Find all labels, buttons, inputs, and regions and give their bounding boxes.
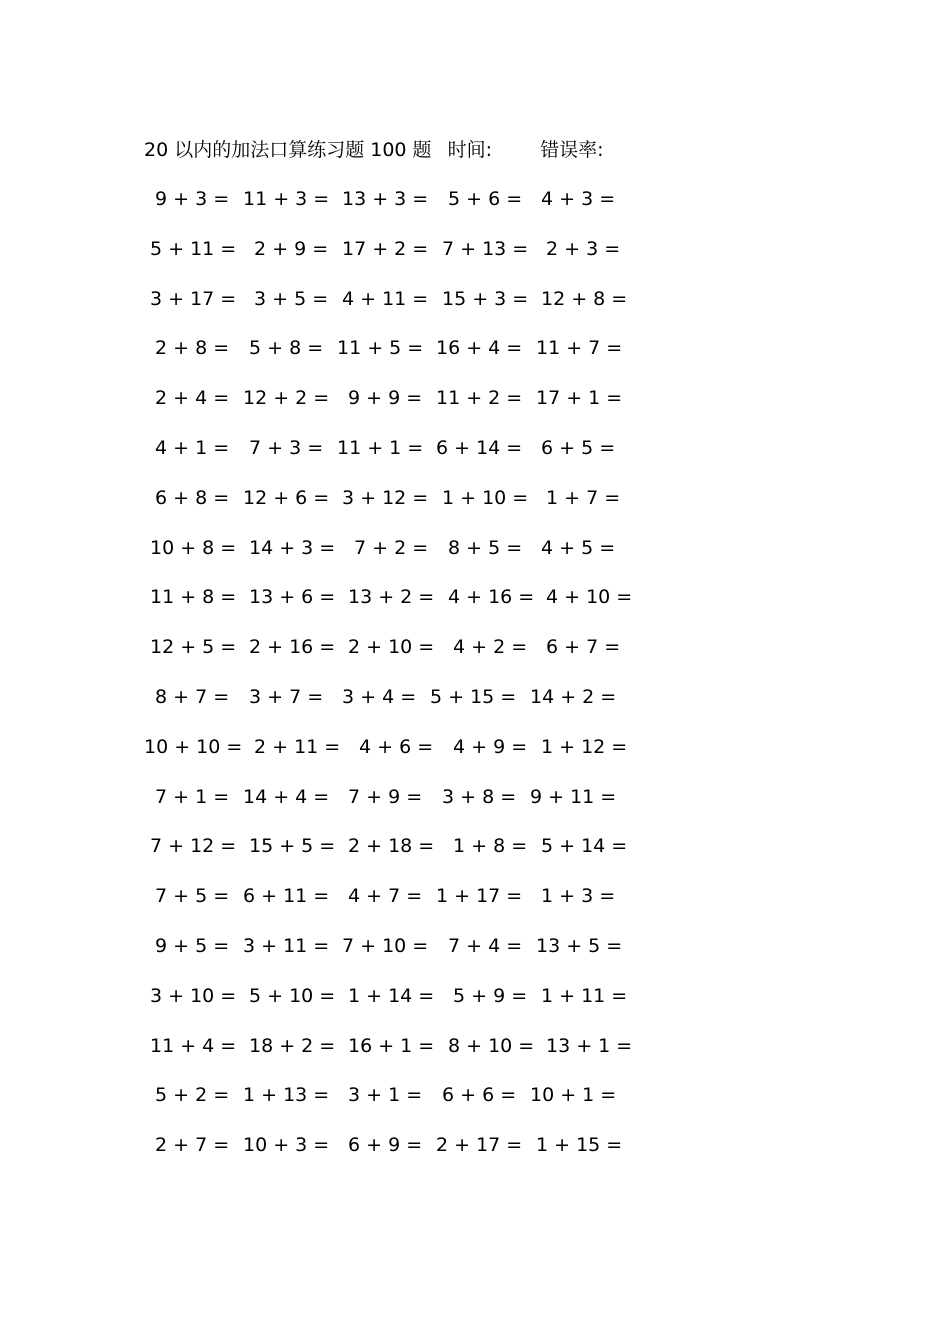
problem-item: 14 + 3 = [249,537,336,559]
problem-item: 13 + 5 = [536,935,623,957]
problem-item: 2 + 18 = [348,835,435,857]
problem-item: 7 + 4 = [448,935,523,957]
problem-item: 1 + 14 = [348,985,435,1007]
problem-item: 7 + 5 = [155,885,230,907]
problem-item: 13 + 1 = [546,1035,633,1057]
problem-item: 5 + 9 = [453,985,528,1007]
problem-item: 12 + 8 = [541,288,628,310]
problem-item: 14 + 2 = [530,686,617,708]
problem-item: 1 + 7 = [546,487,621,509]
problem-item: 7 + 12 = [150,835,237,857]
problem-item: 12 + 2 = [243,387,330,409]
problem-item: 11 + 8 = [150,586,237,608]
problem-item: 1 + 15 = [536,1134,623,1156]
problem-item: 9 + 11 = [530,786,617,808]
problem-item: 4 + 9 = [453,736,528,758]
problem-item: 9 + 9 = [348,387,423,409]
problem-item: 11 + 3 = [243,188,330,210]
problem-item: 4 + 2 = [453,636,528,658]
problem-item: 17 + 2 = [342,238,429,260]
problem-item: 3 + 11 = [243,935,330,957]
problem-item: 4 + 6 = [359,736,434,758]
problem-item: 16 + 4 = [436,337,523,359]
problem-item: 6 + 14 = [436,437,523,459]
problem-item: 3 + 5 = [254,288,329,310]
problem-item: 4 + 7 = [348,885,423,907]
problem-item: 11 + 4 = [150,1035,237,1057]
problem-item: 2 + 17 = [436,1134,523,1156]
problem-item: 15 + 3 = [442,288,529,310]
problem-item: 10 + 1 = [530,1084,617,1106]
problem-item: 7 + 10 = [342,935,429,957]
problem-item: 5 + 15 = [430,686,517,708]
problem-item: 4 + 10 = [546,586,633,608]
problem-item: 3 + 1 = [348,1084,423,1106]
problem-item: 4 + 5 = [541,537,616,559]
problem-item: 3 + 7 = [249,686,324,708]
problem-item: 12 + 6 = [243,487,330,509]
problem-item: 2 + 7 = [155,1134,230,1156]
problem-item: 12 + 5 = [150,636,237,658]
problem-item: 3 + 17 = [150,288,237,310]
problem-item: 2 + 9 = [254,238,329,260]
problem-item: 13 + 6 = [249,586,336,608]
problem-item: 1 + 17 = [436,885,523,907]
problem-item: 5 + 10 = [249,985,336,1007]
problem-item: 5 + 14 = [541,835,628,857]
problem-item: 7 + 1 = [155,786,230,808]
problem-item: 3 + 4 = [342,686,417,708]
problem-item: 11 + 2 = [436,387,523,409]
problem-item: 7 + 2 = [354,537,429,559]
problem-item: 4 + 11 = [342,288,429,310]
error-rate-label: 错误率: [540,139,604,161]
problem-item: 10 + 10 = [144,736,243,758]
problem-item: 11 + 5 = [337,337,424,359]
problem-item: 8 + 10 = [448,1035,535,1057]
problem-item: 10 + 8 = [150,537,237,559]
problem-item: 5 + 11 = [150,238,237,260]
time-label: 时间: [447,139,493,161]
problem-item: 1 + 8 = [453,835,528,857]
problem-item: 6 + 6 = [442,1084,517,1106]
problem-item: 5 + 6 = [448,188,523,210]
problem-item: 16 + 1 = [348,1035,435,1057]
problem-item: 4 + 16 = [448,586,535,608]
problem-item: 10 + 3 = [243,1134,330,1156]
problem-item: 9 + 5 = [155,935,230,957]
worksheet-title: 20 以内的加法口算练习题 100 题 [144,139,432,161]
problem-item: 6 + 8 = [155,487,230,509]
problem-item: 13 + 2 = [348,586,435,608]
problem-item: 11 + 1 = [337,437,424,459]
problem-item: 18 + 2 = [249,1035,336,1057]
problem-item: 17 + 1 = [536,387,623,409]
problem-item: 9 + 3 = [155,188,230,210]
problem-item: 2 + 8 = [155,337,230,359]
problem-item: 5 + 8 = [249,337,324,359]
problem-item: 4 + 1 = [155,437,230,459]
problem-item: 8 + 7 = [155,686,230,708]
problem-item: 2 + 4 = [155,387,230,409]
problem-item: 7 + 13 = [442,238,529,260]
problem-item: 2 + 3 = [546,238,621,260]
problem-item: 2 + 16 = [249,636,336,658]
problem-item: 1 + 11 = [541,985,628,1007]
problem-item: 1 + 10 = [442,487,529,509]
problem-item: 6 + 11 = [243,885,330,907]
problem-item: 3 + 8 = [442,786,517,808]
problem-item: 2 + 10 = [348,636,435,658]
problem-item: 5 + 2 = [155,1084,230,1106]
problem-item: 1 + 12 = [541,736,628,758]
problem-item: 7 + 9 = [348,786,423,808]
problem-item: 1 + 3 = [541,885,616,907]
problem-item: 14 + 4 = [243,786,330,808]
problem-item: 3 + 10 = [150,985,237,1007]
problem-item: 13 + 3 = [342,188,429,210]
problem-item: 3 + 12 = [342,487,429,509]
problem-item: 6 + 7 = [546,636,621,658]
problem-item: 6 + 5 = [541,437,616,459]
problem-item: 4 + 3 = [541,188,616,210]
problem-item: 11 + 7 = [536,337,623,359]
problem-item: 15 + 5 = [249,835,336,857]
problem-item: 7 + 3 = [249,437,324,459]
problem-item: 2 + 11 = [254,736,341,758]
problem-item: 1 + 13 = [243,1084,330,1106]
problem-item: 8 + 5 = [448,537,523,559]
problem-item: 6 + 9 = [348,1134,423,1156]
